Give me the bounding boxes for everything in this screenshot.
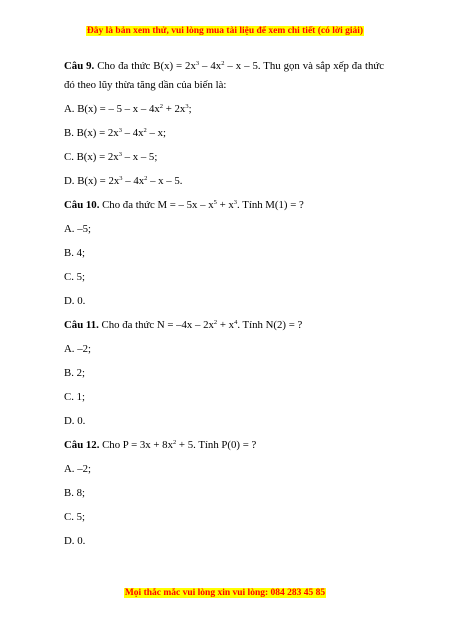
- exponent: 2: [213, 319, 218, 326]
- question-label: Câu 9.: [64, 60, 95, 72]
- preview-notice-text: Đây là bản xem thử, vui lòng mua tài liệu để xem chi tiết (có lời giải): [86, 26, 364, 36]
- question-text: . Tính N(2) = ?: [237, 319, 303, 331]
- option-text: ;: [188, 103, 192, 115]
- question-label: Câu 11.: [64, 319, 99, 331]
- exponent: 2: [143, 127, 147, 134]
- option-text: D. B(x) = 2x: [64, 175, 120, 187]
- question-text: Cho đa thức M = – 5x – x: [102, 199, 214, 211]
- question-text: Cho đa thức N = –4x – 2x: [101, 319, 214, 331]
- exponent: 2: [172, 439, 177, 446]
- question-text: + x: [216, 199, 234, 211]
- option-text: – 4x: [121, 127, 144, 139]
- contact-footer-banner: [0, 588, 450, 598]
- exponent: 5: [213, 199, 217, 206]
- exponent: 3: [118, 127, 122, 134]
- option-d: D. 0.: [64, 295, 86, 307]
- question-text: Cho P = 3x + 8x: [102, 439, 173, 451]
- question-text: – x – 5. Thu gọn và sắp xếp đa thức đó theo lũy thừa tăng dần của biến là:: [64, 60, 384, 91]
- option-text: A. B(x) = – 5 – x – 4x: [64, 103, 160, 115]
- question-9: [64, 57, 384, 95]
- question-text: + 5. Tính P(0) = ?: [176, 439, 257, 451]
- exponent: 2: [159, 103, 164, 110]
- option-d: D. 0.: [64, 535, 86, 547]
- option-d: [64, 172, 384, 191]
- option-b: B. 4;: [64, 247, 85, 259]
- option-a: A. –2;: [64, 463, 91, 475]
- question-label: Câu 12.: [64, 439, 100, 451]
- option-text: – x – 5.: [147, 175, 183, 187]
- option-c: [64, 148, 384, 167]
- exponent: 3: [185, 103, 189, 110]
- exponent: 3: [233, 199, 238, 206]
- exponent: 3: [195, 60, 200, 67]
- question-12: [64, 436, 384, 455]
- exponent: 2: [144, 175, 148, 182]
- option-text: B. B(x) = 2x: [64, 127, 119, 139]
- preview-notice-banner: [0, 26, 450, 36]
- question-text: . Tính M(1) = ?: [237, 199, 304, 211]
- option-a: A. –5;: [64, 223, 91, 235]
- option-b: [64, 124, 384, 143]
- exponent: 3: [119, 175, 123, 182]
- option-d: D. 0.: [64, 415, 86, 427]
- question-text: – 4x: [199, 60, 222, 72]
- option-text: + 2x: [163, 103, 186, 115]
- option-a: A. –2;: [64, 343, 91, 355]
- option-c: C. 5;: [64, 271, 85, 283]
- option-text: – x – 5;: [121, 151, 158, 163]
- document-body: [64, 57, 384, 556]
- question-label: Câu 10.: [64, 199, 100, 211]
- option-text: C. B(x) = 2x: [64, 151, 119, 163]
- exponent: 3: [118, 151, 122, 158]
- option-b: B. 8;: [64, 487, 85, 499]
- option-b: B. 2;: [64, 367, 85, 379]
- exponent: 4: [234, 319, 238, 326]
- question-text: + x: [217, 319, 235, 331]
- option-text: – 4x: [122, 175, 145, 187]
- question-10: [64, 196, 384, 215]
- option-text: – x;: [146, 127, 166, 139]
- question-text: Cho đa thức B(x) = 2x: [97, 60, 196, 72]
- option-c: C. 1;: [64, 391, 85, 403]
- question-11: [64, 316, 384, 335]
- option-a: [64, 100, 384, 119]
- option-c: C. 5;: [64, 511, 85, 523]
- exponent: 2: [221, 60, 225, 67]
- contact-footer-text: Mọi thắc mắc vui lòng xin vui lòng: 084 283 45 85: [124, 588, 326, 598]
